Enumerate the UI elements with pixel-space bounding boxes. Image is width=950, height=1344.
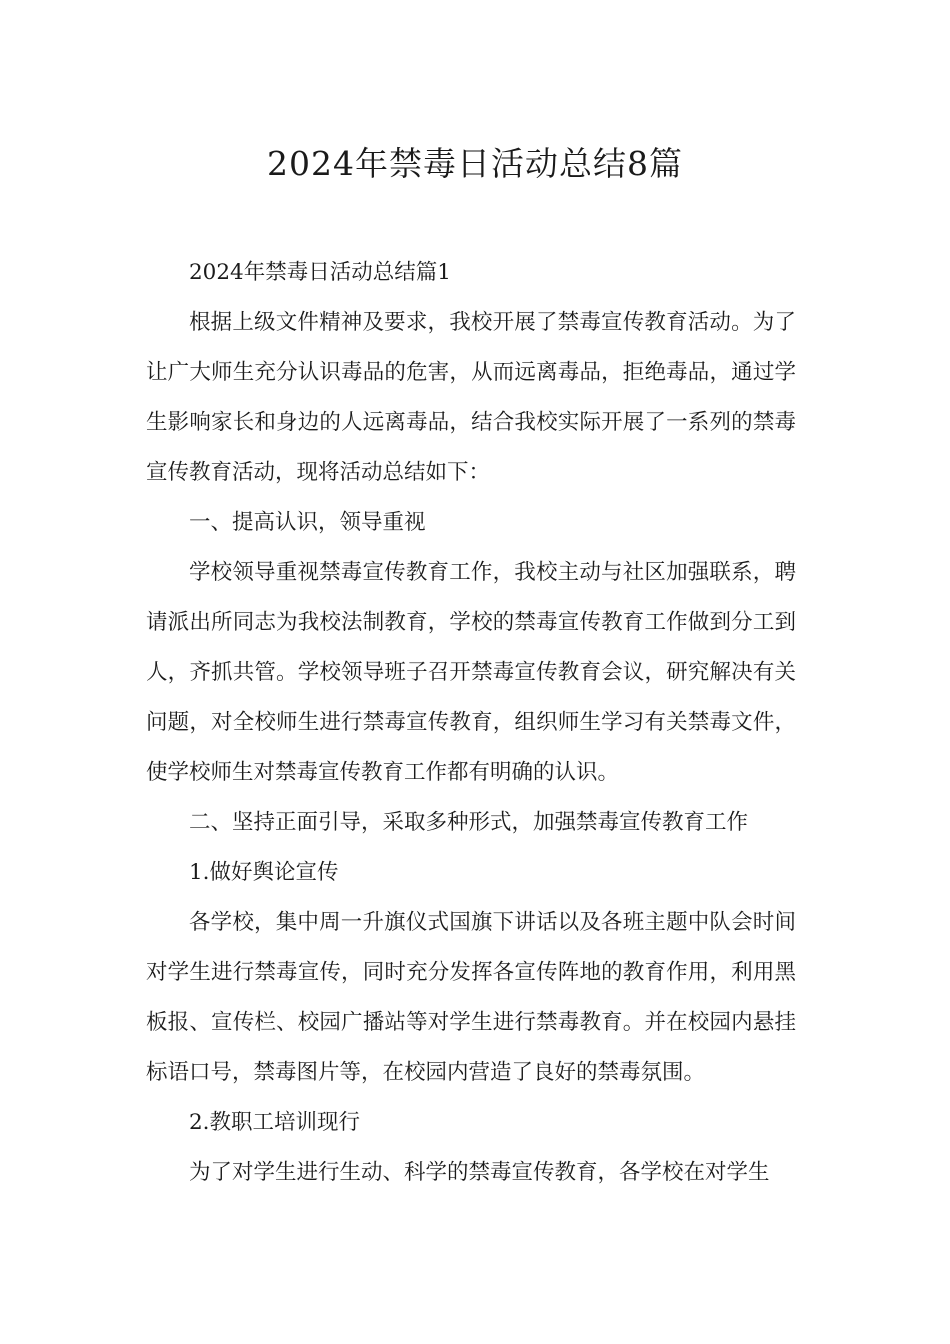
paragraph: 学校领导重视禁毒宣传教育工作，我校主动与社区加强联系，聘请派出所同志为我校法制教育，学校的禁毒宣传教育工作做到分工到人，齐抓共管。学校领导班子召开禁毒宣传教育会议，研究解决有关问题，对全校师生进行禁毒宣传教育，组织师生学习有关禁毒文件，使学校师生对禁毒宣传教育工作都有明确的认识。 [146, 560, 796, 785]
document-body [146, 248, 796, 1198]
paragraph: 根据上级文件精神及要求，我校开展了禁毒宣传教育活动。为了让广大师生充分认识毒品的危害，从而远离毒品，拒绝毒品，通过学生影响家长和身边的人远离毒品，结合我校实际开展了一系列的禁毒宣传教育活动，现将活动总结如下： [146, 310, 796, 485]
subsection-heading: 2.教职工培训现行 [189, 1110, 361, 1135]
section-heading: 一、提高认识，领导重视 [189, 510, 426, 535]
subsection-heading: 1.做好舆论宣传 [189, 860, 339, 885]
section-heading: 2024年禁毒日活动总结篇1 [189, 260, 451, 285]
paragraph: 各学校，集中周一升旗仪式国旗下讲话以及各班主题中队会时间对学生进行禁毒宣传，同时充分发挥各宣传阵地的教育作用，利用黑板报、宣传栏、校园广播站等对学生进行禁毒教育。并在校园内悬挂标语口号，禁毒图片等，在校园内营造了良好的禁毒氛围。 [146, 910, 796, 1085]
paragraph: 为了对学生进行生动、科学的禁毒宣传教育，各学校在对学生 [189, 1160, 770, 1185]
section-heading: 二、坚持正面引导，采取多种形式，加强禁毒宣传教育工作 [189, 810, 749, 835]
document-title: 2024年禁毒日活动总结8篇 [267, 144, 683, 183]
